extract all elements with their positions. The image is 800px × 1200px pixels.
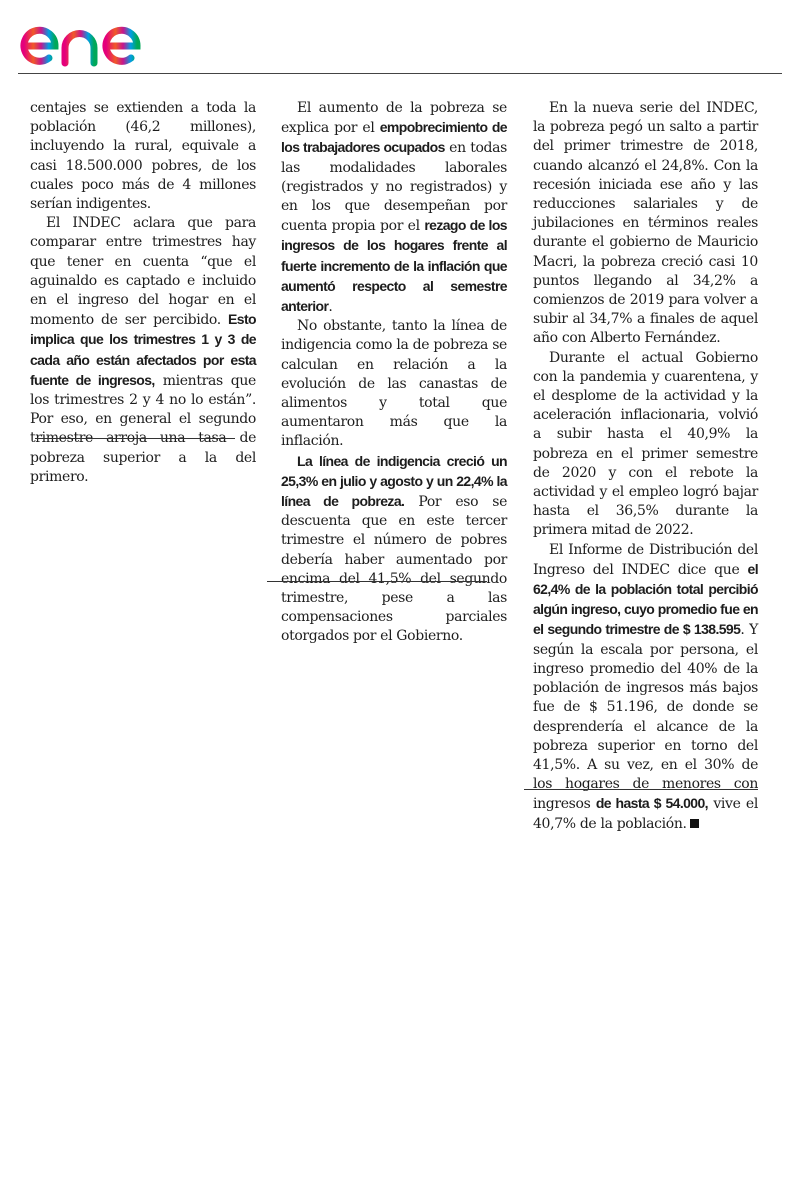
- paragraph: Durante el actual Gobierno con la pandemia y cuarentena, y el desplome de la actividad y la aceleración inflacionaria, volvió a subir hasta el 40,9% la pobreza en el primer semestre de 2020 y con el rebote la actividad y el empleo logró bajar hasta el 36,5% durante la primera mitad de 2022.: [533, 349, 758, 539]
- column-end-rule: [524, 789, 758, 790]
- paragraph: La línea de indigencia creció un 25,3% en julio y agosto y un 22,4% la línea de pobreza. Por eso se descuenta que en este tercer trimestre el número de pobres debería haber aumentado por encima del 41,5% del segundo trimestre, pese a las compensaciones parciales otorgados por el Gobierno.: [281, 452, 507, 645]
- end-of-article-mark: [690, 819, 699, 828]
- paragraph: El INDEC aclara que para comparar entre trimestres hay que tener en cuenta “que el aguinaldo es captado e incluido en el ingreso del hogar en el momento de ser percibido. Esto implica que los trimestres 1 y 3 de cada año están afectados por esta fuente de ingresos, mientras que los trimestres 2 y 4 no lo están”. Por eso, en general el segundo trimestre arroja una tasa de pobreza superior a la del primero.: [30, 215, 256, 485]
- article-column-1: [30, 99, 256, 487]
- paragraph: No obstante, tanto la línea de indigencia como la de pobreza se calculan en relación a la evolución de las canastas de alimentos y total que aumentaron más que la inflación.: [281, 318, 507, 450]
- paragraph: El Informe de Distribución del Ingreso del INDEC dice que el 62,4% de la población total percibió algún ingreso, cuyo promedio fue en el segundo trimestre de $ 138.595. Y según la escala por persona, el ingreso promedio del 40% de la población de ingresos más bajos fue de $ 51.196, de donde se desprendería el alcance de la pobreza superior en torno del 41,5%. A su vez, en el 30% de los hogares de menores con ingresos de hasta $ 54.000, vive el 40,7% de la población.: [533, 541, 759, 832]
- column-end-rule: [267, 581, 487, 582]
- column-end-rule: [35, 438, 235, 439]
- paragraph: En la nueva serie del INDEC, la pobreza pegó un salto a partir del primer trimestre de 2018, cuando alcanzó el 24,8%. Con la recesión iniciada ese año y las reducciones salariales y de jubilaciones en términos reales durante el gobierno de Mauricio Macri, la pobreza creció casi 10 puntos llegando al 34,2% a comienzos de 2019 para volver a subir al 34,7% a finales de aquel año con Alberto Fernández.: [533, 100, 758, 347]
- article-column-2: [281, 99, 507, 647]
- paragraph: centajes se extienden a toda la población (46,2 millones), incluyendo la rural, equivale a casi 18.500.000 pobres, de los cuales poco más de 4 millones serían indigentes.: [30, 100, 256, 213]
- article-column-3: [533, 99, 758, 834]
- header-rule: [18, 73, 782, 74]
- enel-logo: [18, 6, 180, 68]
- paragraph: El aumento de la pobreza se explica por el empobrecimiento de los trabajadores ocupados en todas las modalidades laborales (registrados y no registrados) y en los que desempeñan por cuenta propia por el rezago de los ingresos de los hogares frente al fuerte incremento de la inflación que aumentó respecto al semestre anterior.: [281, 100, 507, 316]
